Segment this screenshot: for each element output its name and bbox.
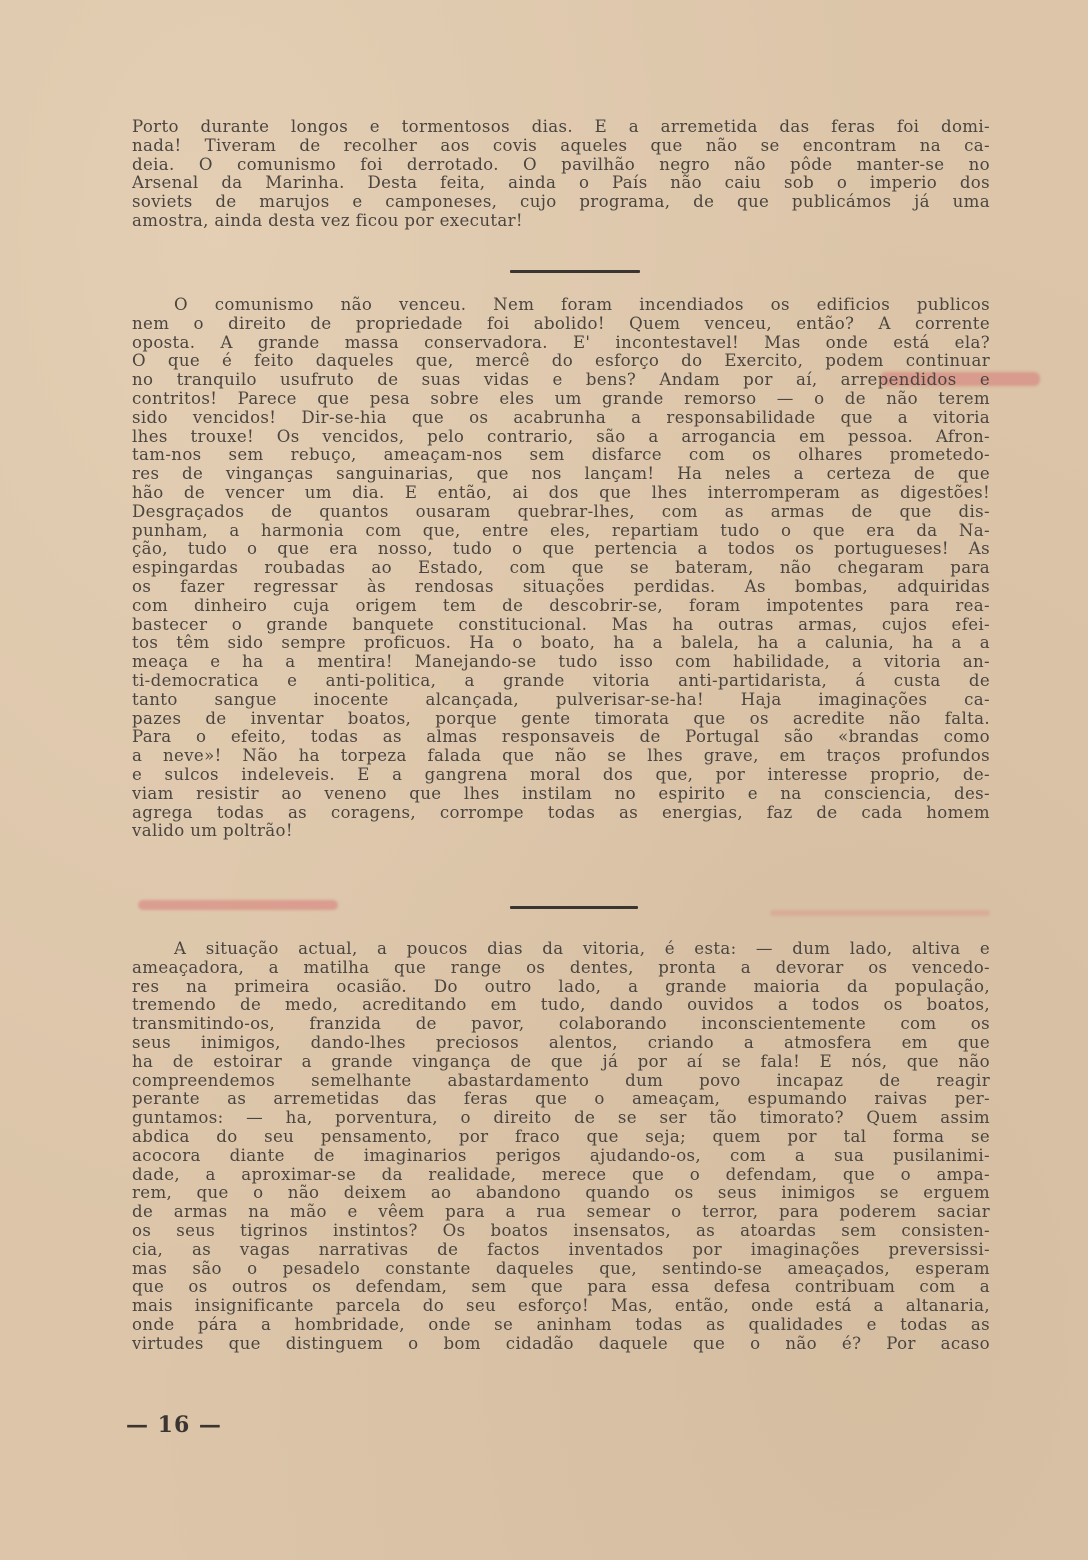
text-line: seus inimigos, dando-lhes preciosos alentos, criando a atmosfera em que	[132, 1033, 990, 1052]
red-pencil-mark	[770, 910, 990, 916]
text-line: amostra, ainda desta vez ficou por executar!	[132, 211, 523, 230]
text-line: ti-democratica e anti-politica, a grande vitoria anti-partidarista, á custa de	[132, 671, 990, 690]
text-line: ção, tudo o que era nosso, tudo o que pertencia a todos os portugueses! As	[132, 540, 990, 559]
text-line: deia. O comunismo foi derrotado. O pavilhão negro não pôde manter-se no	[132, 155, 990, 174]
text-line: no tranquilo usufruto de suas vidas e bens? Andam por aí, arrependidos e	[132, 371, 990, 390]
text-line: bastecer o grande banquete constitucional. Mas ha outras armas, cujos efei-	[132, 615, 990, 634]
text-line: guntamos: — ha, porventura, o direito de se ser tão timorato? Quem assim	[132, 1109, 990, 1128]
text-line: mas são o pesadelo constante daqueles que, sentindo-se ameaçados, esperam	[132, 1259, 990, 1278]
page-number: — 16 —	[126, 1412, 222, 1438]
text-line: a neve»! Não ha torpeza falada que não se lhes grave, em traços profundos	[132, 747, 990, 766]
text-line: perante as arremetidas das feras que o ameaçam, espumando raivas per-	[132, 1090, 990, 1109]
text-line: ameaçadora, a matilha que range os dentes, pronta a devorar os vencedo-	[132, 958, 990, 977]
text-line: Porto durante longos e tormentosos dias. E a arremetida das feras foi domi-	[132, 118, 990, 136]
text-line: hão de vencer um dia. E então, ai dos que lhes interromperam as digestões!	[132, 483, 990, 502]
text-line: cia, as vagas narrativas de factos inventados por imaginações preversissi-	[132, 1240, 990, 1259]
text-line: viam resistir ao veneno que lhes instilam no espirito e na consciencia, des-	[132, 784, 990, 803]
text-line: rem, que o não deixem ao abandono quando os seus inimigos se erguem	[132, 1184, 990, 1203]
text-line: dade, a aproximar-se da realidade, merece que o defendam, que o ampa-	[132, 1165, 990, 1184]
text-line: ha de estoirar a grande vingança de que já por aí se fala! E nós, que não	[132, 1052, 990, 1071]
text-line: tos têm sido sempre proficuos. Ha o boato, ha a balela, ha a calunia, ha a a	[132, 634, 990, 653]
text-line: agrega todas as coragens, corrompe todas as energias, faz de cada homem	[132, 803, 990, 822]
section-divider	[510, 270, 640, 273]
text-line: Desgraçados de quantos ousaram quebrar-lhes, com as armas de que dis-	[132, 502, 990, 521]
text-line: os fazer regressar às rendosas situações perdidas. As bombas, adquiridas	[132, 577, 990, 596]
text-line: meaça e ha a mentira! Manejando-se tudo isso com habilidade, a vitoria an-	[132, 653, 990, 672]
text-line: O que é feito daqueles que, mercê do esforço do Exercito, podem continuar	[132, 352, 990, 371]
text-line: tanto sangue inocente alcançada, pulverisar-se-ha! Haja imaginações ca-	[132, 690, 990, 709]
text-line: A situação actual, a poucos dias da vitoria, é esta: — dum lado, altiva e	[174, 940, 990, 958]
text-line: que os outros os defendam, sem que para essa defesa contribuam com a	[132, 1278, 990, 1297]
paragraph-2	[132, 296, 990, 841]
text-line: os seus tigrinos instintos? Os boatos insensatos, as atoardas sem consisten-	[132, 1221, 990, 1240]
text-line: contritos! Parece que pesa sobre eles um grande remorso — o de não terem	[132, 389, 990, 408]
text-line: Arsenal da Marinha. Desta feita, ainda o País não caiu sob o imperio dos	[132, 174, 990, 193]
text-line: oposta. A grande massa conservadora. E' incontestavel! Mas onde está ela?	[132, 333, 990, 352]
text-line: tam-nos sem rebuço, ameaçam-nos sem disfarce com os olhares prometedo-	[132, 446, 990, 465]
text-line: nem o direito de propriedade foi abolido! Quem venceu, então? A corrente	[132, 314, 990, 333]
text-line: transmitindo-os, franzida de pavor, colaborando inconscientemente com os	[132, 1015, 990, 1034]
text-line: valido um poltrão!	[132, 822, 293, 841]
text-line: pazes de inventar boatos, porque gente timorata que os acredite não falta.	[132, 709, 990, 728]
paragraph-3	[132, 940, 990, 1354]
text-line: res de vinganças sanguinarias, que nos lançam! Ha neles a certeza de que	[132, 465, 990, 484]
text-line: Para o efeito, todas as almas responsaveis de Portugal são «brandas como	[132, 728, 990, 747]
text-line: onde pára a hombridade, onde se aninham todas as qualidades e todas as	[132, 1315, 990, 1334]
text-line: virtudes que distinguem o bom cidadão daquele que o não é? Por acaso	[132, 1334, 990, 1353]
text-line: espingardas roubadas ao Estado, com que se bateram, não chegaram para	[132, 559, 990, 578]
text-line: sido vencidos! Dir-se-hia que os acabrunha a responsabilidade que a vitoria	[132, 408, 990, 427]
text-line: de armas na mão e vêem para a rua semear o terror, para poderem saciar	[132, 1203, 990, 1222]
text-line: nada! Tiveram de recolher aos covis aqueles que não se encontram na ca-	[132, 136, 990, 155]
text-line: O comunismo não venceu. Nem foram incendiados os edificios publicos	[174, 296, 990, 314]
text-line: abdica do seu pensamento, por fraco que seja; quem por tal forma se	[132, 1127, 990, 1146]
text-line: mais insignificante parcela do seu esforço! Mas, então, onde está a altanaria,	[132, 1297, 990, 1316]
paragraph-1	[132, 118, 990, 231]
red-pencil-mark	[138, 900, 338, 910]
text-line: e sulcos indeleveis. E a gangrena moral dos que, por interesse proprio, de-	[132, 765, 990, 784]
text-line: res na primeira ocasião. Do outro lado, a grande maioria da população,	[132, 977, 990, 996]
text-line: acocora diante de imaginarios perigos ajudando-os, com a sua pusilanimi-	[132, 1146, 990, 1165]
text-line: soviets de marujos e camponeses, cujo programa, de que publicámos já uma	[132, 193, 990, 212]
text-line: compreendemos semelhante abastardamento dum povo incapaz de reagir	[132, 1071, 990, 1090]
section-divider	[510, 906, 638, 909]
text-line: lhes trouxe! Os vencidos, pelo contrario, são a arrogancia em pessoa. Afron-	[132, 427, 990, 446]
text-line: punham, a harmonia com que, entre eles, repartiam tudo o que era da Na-	[132, 521, 990, 540]
text-line: tremendo de medo, acreditando em tudo, dando ouvidos a todos os boatos,	[132, 996, 990, 1015]
text-line: com dinheiro cuja origem tem de descobrir-se, foram impotentes para rea-	[132, 596, 990, 615]
